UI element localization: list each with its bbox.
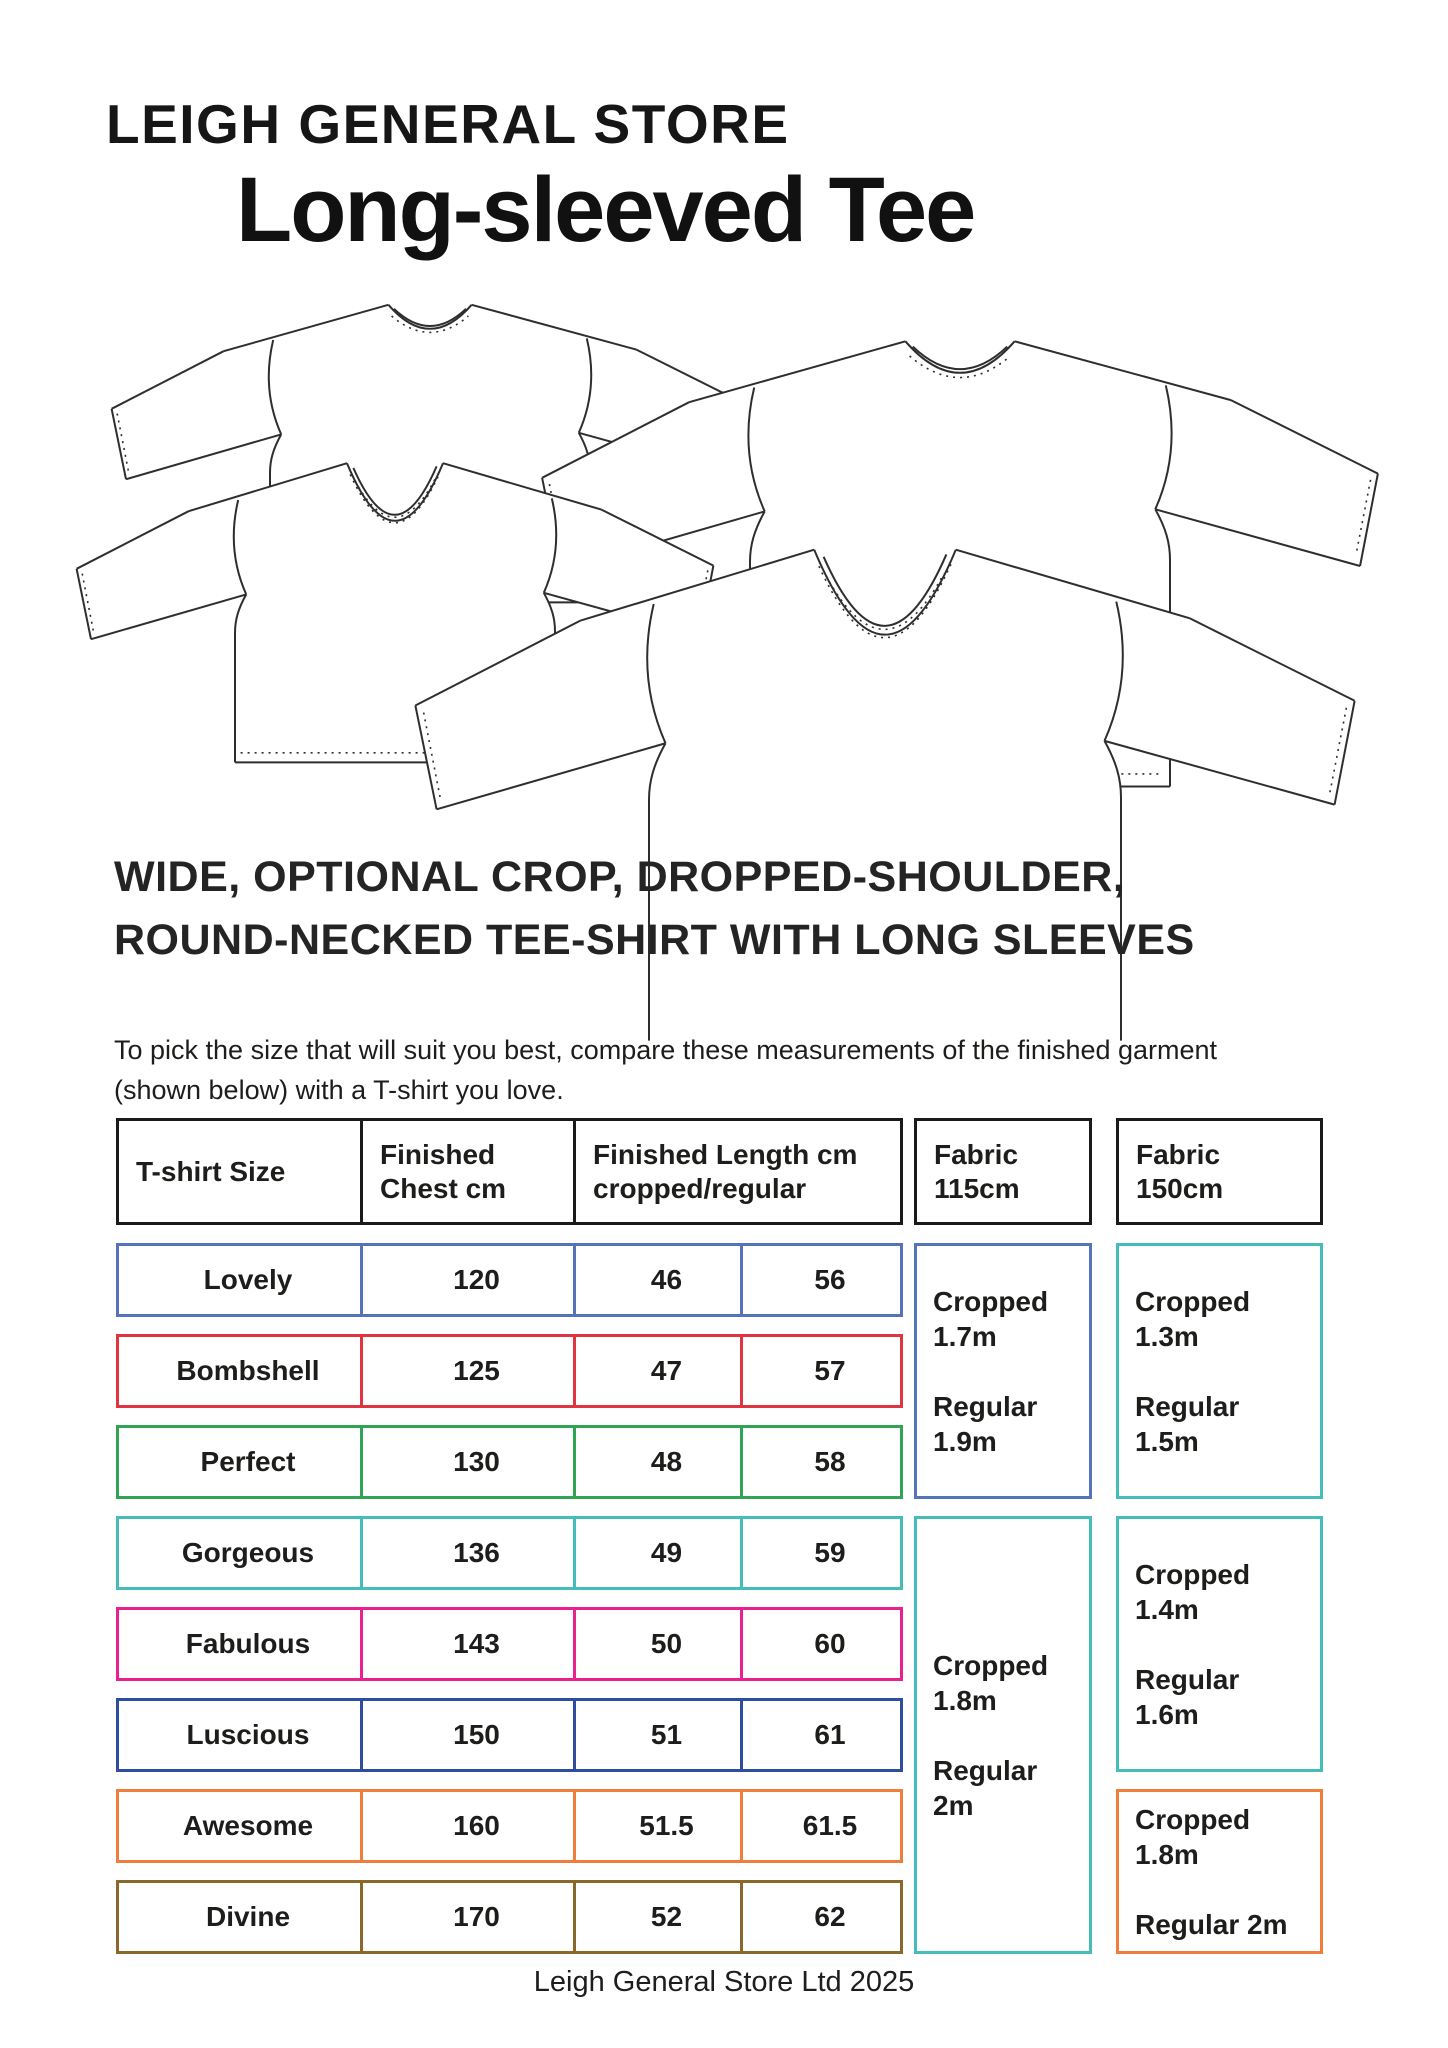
- size-name-cell: Perfect: [119, 1428, 363, 1496]
- length-cropped-cell: 49: [576, 1519, 743, 1587]
- header-fabric-115: Fabric 115cm: [914, 1118, 1092, 1225]
- length-cropped-cell: 50: [576, 1610, 743, 1678]
- description-line-2: ROUND-NECKED TEE-SHIRT WITH LONG SLEEVES: [114, 916, 1195, 964]
- chest-cell: 160: [363, 1792, 576, 1860]
- chest-cell: 120: [363, 1246, 576, 1314]
- size-name-cell: Fabulous: [119, 1610, 363, 1678]
- table-row: [116, 1880, 903, 1954]
- length-cropped-cell: 52: [576, 1883, 743, 1951]
- copyright-footer: Leigh General Store Ltd 2025: [533, 1966, 915, 1998]
- length-regular-cell: 56: [814, 1264, 846, 1295]
- instructions-line-1: To pick the size that will suit you best, compare these measurements of the finished garment: [114, 1035, 1218, 1065]
- brand-name: LEIGH GENERAL STORE: [106, 93, 790, 155]
- garment-description: [114, 846, 1195, 972]
- length-regular-cell: 57: [814, 1355, 846, 1386]
- length-cropped-cell: 48: [576, 1428, 743, 1496]
- garment-flat-sketches: [0, 225, 1448, 1105]
- chest-cell: 136: [363, 1519, 576, 1587]
- description-line-1: WIDE, OPTIONAL CROP, DROPPED-SHOULDER,: [114, 853, 1126, 901]
- table-row: [116, 1698, 903, 1772]
- size-name-cell: Awesome: [119, 1792, 363, 1860]
- page-title: Long-sleeved Tee: [236, 159, 975, 261]
- length-regular-cell: 62: [814, 1901, 846, 1932]
- length-cropped-cell: 51: [576, 1701, 743, 1769]
- size-name-cell: Luscious: [119, 1701, 363, 1769]
- sizing-instructions: [114, 1030, 1217, 1110]
- header-size: T-shirt Size: [119, 1121, 363, 1222]
- length-regular-cell: 60: [814, 1628, 846, 1659]
- fabric-150-box-sizes-1-3: Cropped 1.3m Regular 1.5m: [1116, 1243, 1323, 1499]
- length-cropped-cell: 51.5: [576, 1792, 743, 1860]
- size-name-cell: Gorgeous: [119, 1519, 363, 1587]
- fabric-115-box-sizes-4-8: Cropped 1.8m Regular 2m: [914, 1516, 1092, 1954]
- chest-cell: 150: [363, 1701, 576, 1769]
- chest-cell: 130: [363, 1428, 576, 1496]
- length-regular-cell: 59: [814, 1537, 846, 1568]
- chest-cell: 170: [363, 1883, 576, 1951]
- table-header: [116, 1118, 903, 1225]
- size-name-cell: Bombshell: [119, 1337, 363, 1405]
- size-name-cell: Lovely: [119, 1246, 363, 1314]
- length-cropped-cell: 47: [576, 1337, 743, 1405]
- table-row: [116, 1243, 903, 1317]
- chest-cell: 125: [363, 1337, 576, 1405]
- length-regular-cell: 61.5: [802, 1810, 858, 1841]
- length-regular-cell: 58: [814, 1446, 846, 1477]
- fabric-115-box-sizes-1-3: Cropped 1.7m Regular 1.9m: [914, 1243, 1092, 1499]
- table-row: [116, 1425, 903, 1499]
- length-cropped-cell: 46: [576, 1246, 743, 1314]
- header-fabric-150: Fabric 150cm: [1116, 1118, 1323, 1225]
- instructions-line-2: (shown below) with a T-shirt you love.: [114, 1075, 564, 1105]
- length-regular-cell: 61: [814, 1719, 846, 1750]
- table-row: [116, 1789, 903, 1863]
- table-row: [116, 1516, 903, 1590]
- chest-cell: 143: [363, 1610, 576, 1678]
- header-chest: Finished Chest cm: [363, 1121, 576, 1222]
- table-row: [116, 1607, 903, 1681]
- table-row: [116, 1334, 903, 1408]
- header-length: Finished Length cm cropped/regular: [593, 1138, 858, 1204]
- fabric-150-box-sizes-7-8: Cropped 1.8m Regular 2m: [1116, 1789, 1323, 1954]
- size-name-cell: Divine: [119, 1883, 363, 1951]
- fabric-150-box-sizes-4-6: Cropped 1.4m Regular 1.6m: [1116, 1516, 1323, 1772]
